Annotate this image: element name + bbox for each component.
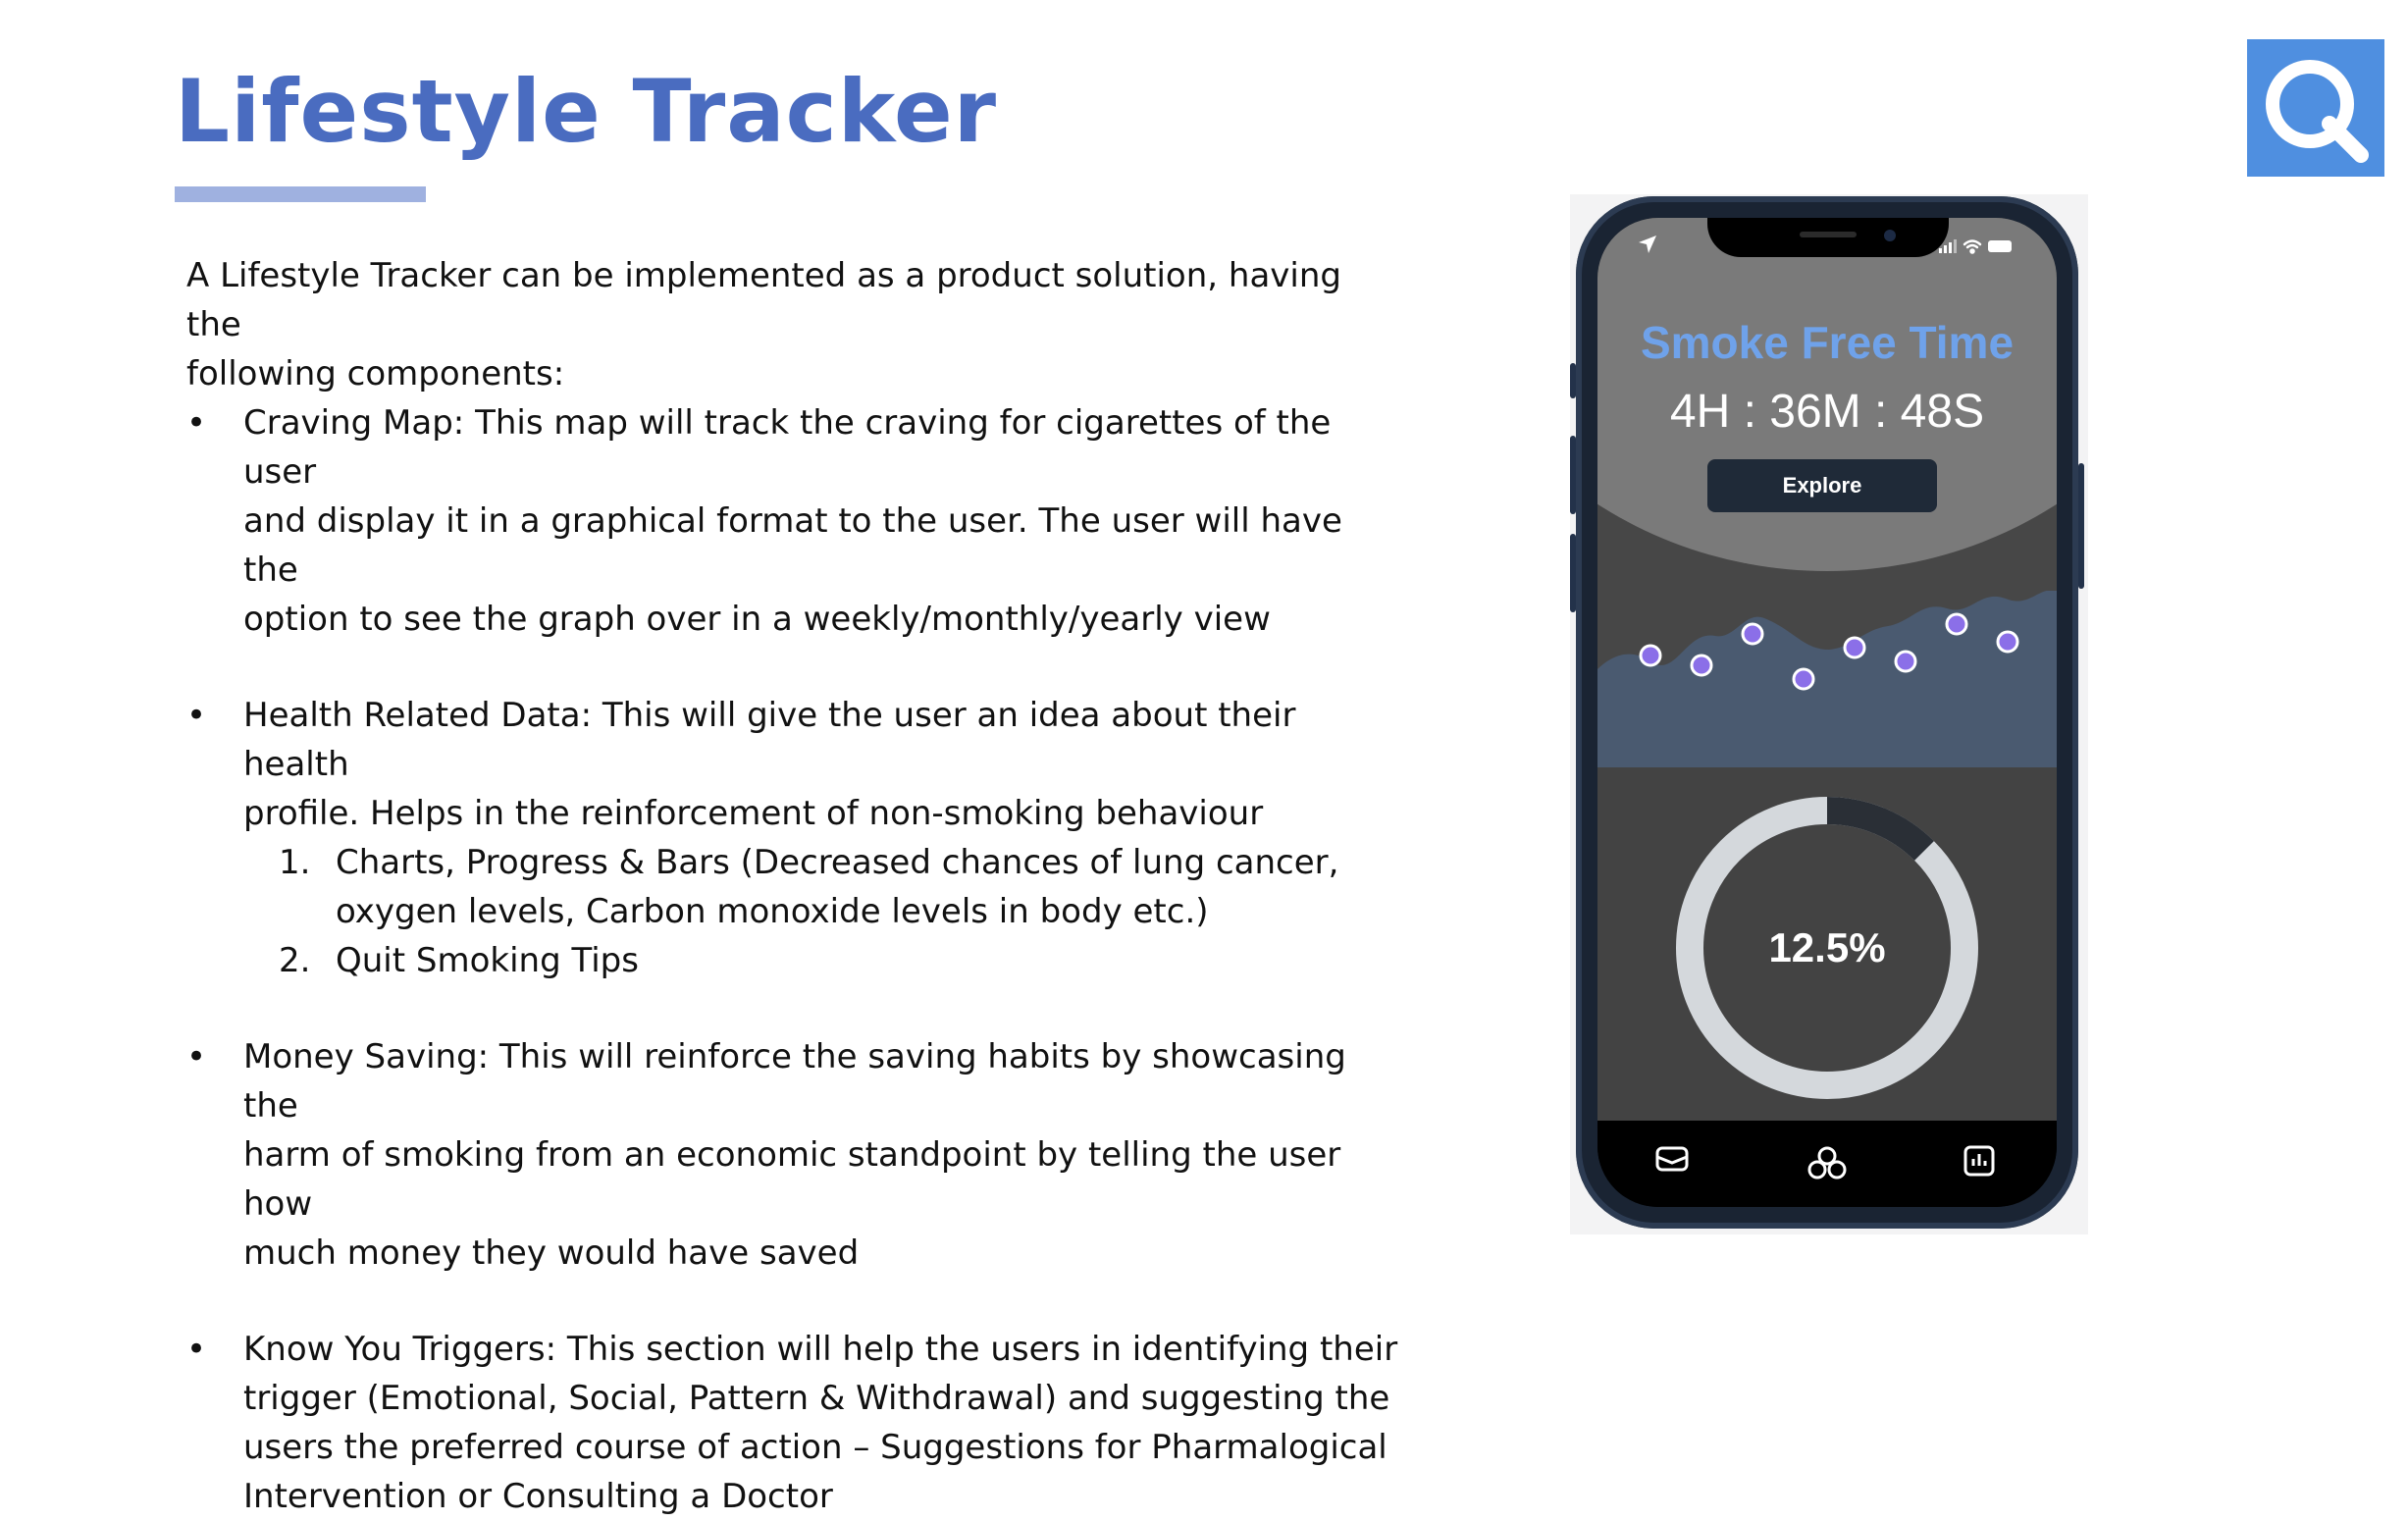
title-underline — [175, 186, 426, 202]
chart-point — [1845, 638, 1864, 657]
sub-text: oxygen levels, Carbon monoxide levels in body etc.) — [336, 892, 1209, 931]
status-bar-icons — [1939, 236, 2015, 255]
bullet-craving-map — [186, 398, 1403, 644]
intro-line: A Lifestyle Tracker can be implemented as a product solution, having the — [186, 256, 1341, 344]
bullet-text: Know You Triggers: This section will help the users in identifying their — [243, 1330, 1398, 1369]
content-body — [186, 251, 1403, 1521]
slide-title: Lifestyle Tracker — [175, 61, 998, 162]
bullet-text: Craving Map: This map will track the craving for cigarettes of the user — [243, 403, 1332, 492]
bottom-nav — [1597, 1121, 2057, 1207]
bullet-dot: • — [186, 1330, 207, 1369]
progress-section — [1597, 767, 2057, 1121]
community-icon[interactable] — [1807, 1144, 1847, 1181]
phone-volume-up — [1570, 436, 1576, 514]
chart-icon[interactable] — [1963, 1144, 1996, 1178]
explore-button[interactable]: Explore — [1707, 459, 1937, 512]
bullet-text: and display it in a graphical format to the user. The user will have the — [243, 501, 1342, 590]
phone-screen — [1597, 218, 2057, 1207]
chart-point — [1743, 624, 1762, 644]
chart-point — [1794, 669, 1813, 689]
chart-point — [1692, 656, 1711, 675]
sub-text: Charts, Progress & Bars (Decreased chances of lung cancer, — [336, 843, 1339, 882]
intro-line: following components: — [186, 354, 565, 393]
bullet-know-triggers — [186, 1325, 1403, 1521]
phone-notch — [1707, 218, 1949, 257]
chart-point — [1947, 614, 1966, 634]
craving-area — [1597, 591, 2057, 767]
progress-ring-track — [1827, 811, 1924, 851]
craving-chart — [1597, 591, 2057, 767]
bullet-text: profile. Helps in the reinforcement of non-smoking behaviour — [243, 794, 1264, 833]
bullet-text: trigger (Emotional, Social, Pattern & Withdrawal) and suggesting the — [243, 1379, 1390, 1418]
bullet-health-data — [186, 691, 1403, 985]
mail-icon[interactable] — [1654, 1144, 1690, 1174]
smoke-free-timer: 4H : 36M : 48S — [1669, 386, 1985, 438]
bullet-money-saving — [186, 1032, 1403, 1278]
bullet-dot: • — [186, 403, 207, 443]
chart-point — [1641, 646, 1660, 665]
bullet-dot: • — [186, 696, 207, 735]
bullet-text: option to see the graph over in a weekly/monthly/yearly view — [243, 600, 1271, 639]
battery-icon — [1988, 240, 2012, 252]
phone-mute-switch — [1570, 363, 1576, 398]
speaker-icon — [1800, 232, 1857, 237]
bullet-dot: • — [186, 1037, 207, 1076]
progress-value: 12.5% — [1768, 924, 1886, 970]
chart-point — [1896, 652, 1915, 671]
location-arrow-icon — [1637, 234, 1658, 255]
phone-power-button — [2078, 463, 2084, 589]
bullet-text: much money they would have saved — [243, 1233, 860, 1273]
smoke-free-heading: Smoke Free Time — [1640, 317, 2015, 368]
chart-point — [1998, 632, 2017, 652]
bullet-text: Health Related Data: This will give the user an idea about their health — [243, 696, 1296, 784]
sub-text: Quit Smoking Tips — [336, 941, 639, 980]
sub-number: 2. — [279, 941, 311, 980]
camera-icon — [1884, 230, 1896, 241]
search-q-logo-icon — [2247, 39, 2384, 177]
bullet-text: Money Saving: This will reinforce the saving habits by showcasing the — [243, 1037, 1346, 1126]
bullet-text: harm of smoking from an economic standpoint by telling the user how — [243, 1135, 1341, 1224]
phone-mockup — [1576, 196, 2078, 1229]
bullet-text: Intervention or Consulting a Doctor — [243, 1477, 833, 1516]
wifi-icon — [1964, 241, 1980, 253]
phone-volume-down — [1570, 534, 1576, 612]
logo — [2247, 39, 2384, 177]
bullet-text: users the preferred course of action – Suggestions for Pharmalogical — [243, 1428, 1387, 1467]
sub-number: 1. — [279, 843, 311, 882]
